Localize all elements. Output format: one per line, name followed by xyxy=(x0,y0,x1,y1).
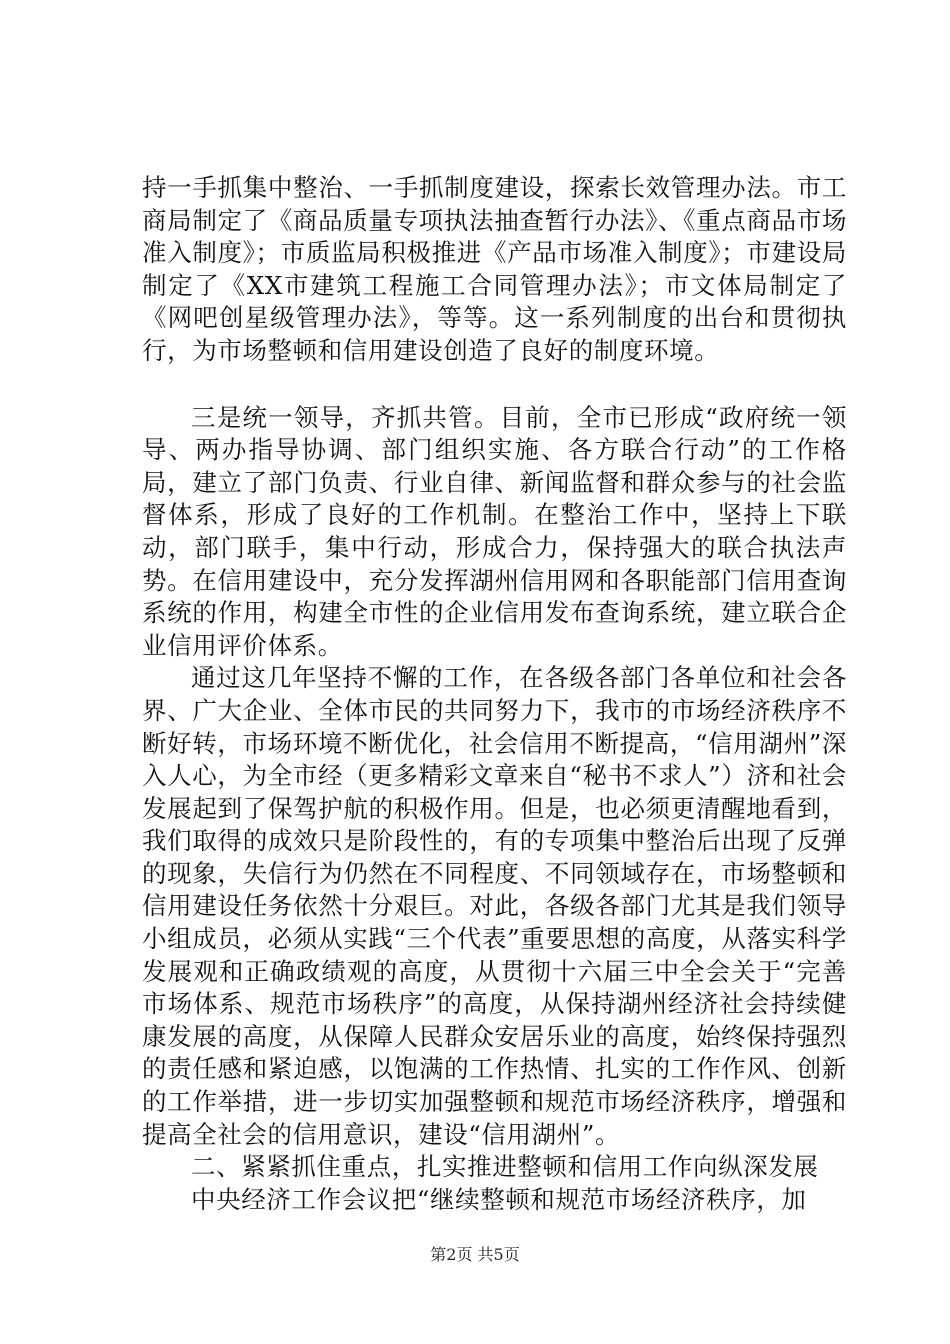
paragraph-achievements: 通过这几年坚持不懈的工作，在各级各部门各单位和社会各界、广大企业、全体市民的共同努力下，我市的市场经济秩序不断好转，市场环境不断优化，社会信用不断提高，“信用湖州”深入人心，为全市经（更多精彩文章来自“秘书不求人”）济和社会发展起到了保驾护航的积极作用。但是，也必须更清醒地看到，我们取得的成效只是阶段性的，有的专项集中整治后出现了反弹的现象，失信行为仍然在不同程度、不同领域存在，市场整顿和信用建设任务依然十分艰巨。对此，各级各部门尤其是我们领导小组成员，必须从实践“三个代表”重要思想的高度，从落实科学发展观和正确政绩观的高度，从贯彻十六届三中全会关于“完善市场体系、规范市场秩序”的高度，从保持湖州经济社会持续健康发展的高度，从保障人民群众安居乐业的高度，始终保持强烈的责任感和紧迫感，以饱满的工作热情、扎实的工作作风、创新的工作举措，进一步切实加强整顿和规范市场经济秩序，增强和提高全社会的信用意识，建设“信用湖州”。 xyxy=(142,663,847,1149)
paragraph-regulations: 持一手抓集中整治、一手抓制度建设，探索长效管理办法。市工商局制定了《商品质量专项执法抽查暂行办法》、《重点商品市场准入制度》；市质监局积极推进《产品市场准入制度》；市建设局制定了《XX市建筑工程施工合同管理办法》；市文体局制定了《网吧创星级管理办法》，等等。这一系列制度的出台和贯彻执行，为市场整顿和信用建设创造了良好的制度环境。 xyxy=(142,173,847,365)
page-footer: 第2页 共5页 xyxy=(430,1245,520,1264)
body-text xyxy=(142,172,847,1216)
section-heading: 二、紧紧抓住重点，扎实推进整顿和信用工作向纵深发展 xyxy=(191,1152,819,1182)
paragraph-unified-leadership: 三是统一领导，齐抓共管。目前，全市已形成“政府统一领导、两办指导协调、部门组织实施、各方联合行动”的工作格局，建立了部门负责、行业自律、新闻监督和群众参与的社会监督体系，形成了良好的工作机制。在整治工作中，坚持上下联动，部门联手，集中行动，形成合力，保持强大的联合执法声势。在信用建设中，充分发挥湖州信用网和各职能部门信用查询系统的作用，构建全市性的企业信用发布查询系统，建立联合企业信用评价体系。 xyxy=(142,402,847,660)
paragraph-central-conference: 中央经济工作会议把“继续整顿和规范市场经济秩序，加 xyxy=(191,1184,807,1214)
